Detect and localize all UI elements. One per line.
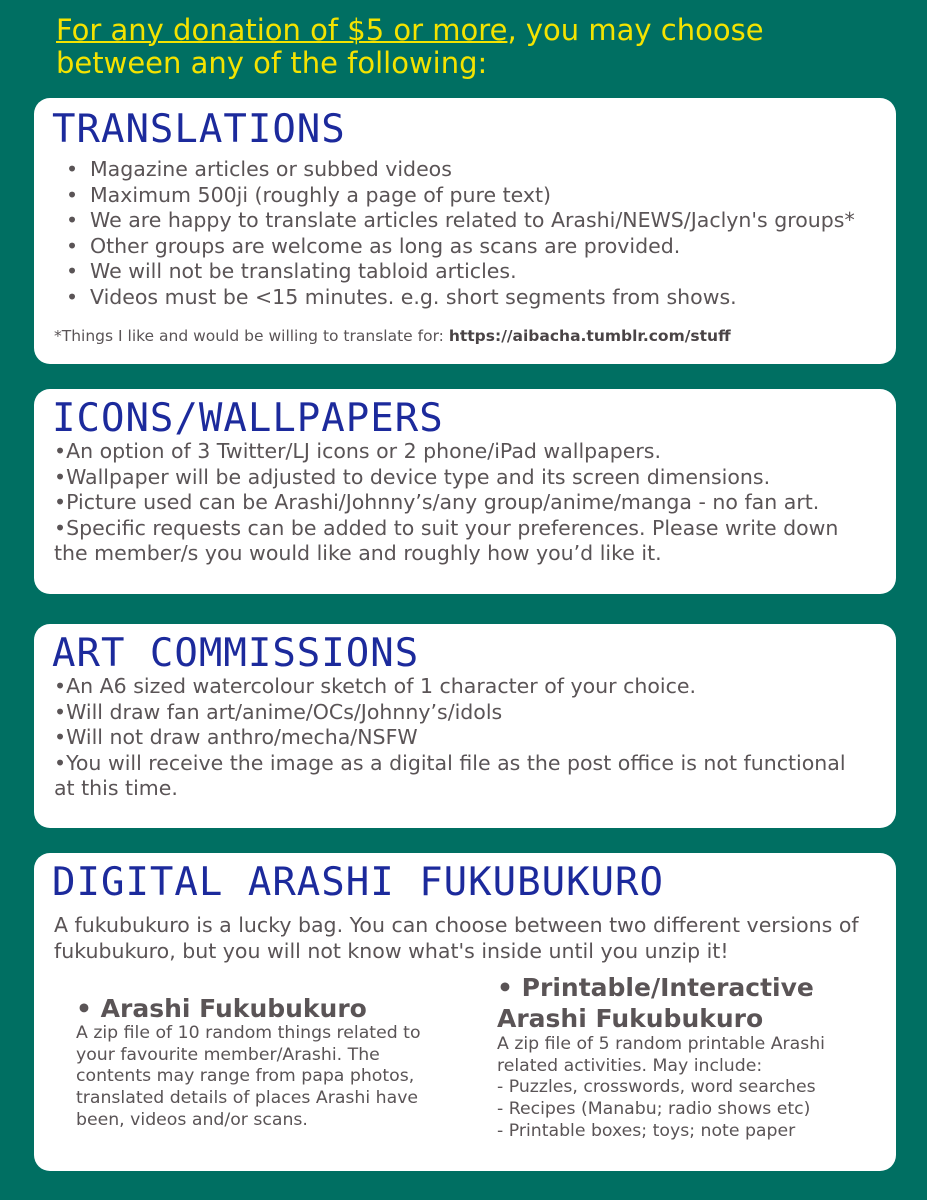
header-line-1-rest: , you may choose xyxy=(507,13,764,47)
fukubukuro-title: DIGITAL ARASHI FUKUBUKURO xyxy=(52,860,664,905)
icons-wallpapers-list xyxy=(52,439,878,567)
icons-wallpapers-title: ICONS/WALLPAPERS xyxy=(52,396,444,441)
option-printable-item: - Printable boxes; toys; note paper xyxy=(497,1120,796,1141)
art-item: •An A6 sized watercolour sketch of 1 character of your choice. xyxy=(54,674,696,698)
icons-item: •Wallpaper will be adjusted to device type and its screen dimensions. xyxy=(54,464,771,489)
footnote-link[interactable]: https://aibacha.tumblr.com/stuff xyxy=(448,327,731,345)
option-printable-desc: A zip file of 5 random printable Arashi related activities. May include: xyxy=(497,1034,825,1076)
translations-title: TRANSLATIONS xyxy=(52,107,346,152)
translations-card xyxy=(34,98,896,364)
translations-list xyxy=(52,157,878,310)
icons-wallpapers-card xyxy=(34,389,896,594)
option-printable-item: - Puzzles, crosswords, word searches xyxy=(497,1077,816,1098)
art-item: •You will receive the image as a digital file as the post office is not functional at this time. xyxy=(54,750,846,800)
donation-header xyxy=(56,14,906,80)
fukubukuro-intro: A fukubukuro is a lucky bag. You can choose between two different versions of fukubukuro, but you will not know what's inside until you unzip it! xyxy=(54,913,859,963)
art-commissions-title: ART COMMISSIONS xyxy=(52,631,420,676)
option-regular-heading: • Arashi Fukubukuro xyxy=(76,994,367,1023)
fukubukuro-option-regular xyxy=(76,993,456,1132)
option-regular-desc: A zip file of 10 random things related to your favourite member/Arashi. The contents may range from papa photos, translated details of places Arashi have been, videos and/or scans. xyxy=(76,1023,421,1130)
art-item: •Will not draw anthro/mecha/NSFW xyxy=(54,725,418,749)
translations-item: • Maximum 500ji (roughly a page of pure text) xyxy=(64,183,878,209)
option-printable-heading-1: • Printable/Interactive xyxy=(497,973,814,1002)
translations-item: • Other groups are welcome as long as scans are provided. xyxy=(64,234,878,260)
art-commissions-list xyxy=(52,674,878,802)
header-line-1 xyxy=(56,14,906,47)
icons-item: •An option of 3 Twitter/LJ icons or 2 phone/iPad wallpapers. xyxy=(54,439,661,463)
art-item: •Will draw fan art/anime/OCs/Johnny’s/idols xyxy=(54,699,503,724)
option-printable-heading-2: Arashi Fukubukuro xyxy=(497,1004,764,1033)
footnote-prefix: *Things I like and would be willing to translate for: xyxy=(54,327,449,345)
fukubukuro-card xyxy=(34,853,896,1171)
translations-footnote xyxy=(52,326,878,346)
option-printable-item: - Recipes (Manabu; radio shows etc) xyxy=(497,1099,811,1120)
translations-item: • We will not be translating tabloid articles. xyxy=(64,259,878,285)
fukubukuro-option-printable xyxy=(497,972,887,1143)
translations-item: • We are happy to translate articles related to Arashi/NEWS/Jaclyn's groups* xyxy=(64,208,878,234)
art-commissions-card xyxy=(34,624,896,828)
icons-item: •Picture used can be Arashi/Johnny’s/any group/anime/manga - no fan art. xyxy=(54,490,820,514)
translations-item: • Magazine articles or subbed videos xyxy=(64,157,878,183)
translations-item: • Videos must be <15 minutes. e.g. short segments from shows. xyxy=(64,285,878,311)
header-line-2: between any of the following: xyxy=(56,46,488,80)
icons-item: •Specific requests can be added to suit your preferences. Please write down the member/s you would like and roughly how you’d like it. xyxy=(54,515,839,565)
donation-amount-text: For any donation of $5 or more xyxy=(56,13,508,47)
